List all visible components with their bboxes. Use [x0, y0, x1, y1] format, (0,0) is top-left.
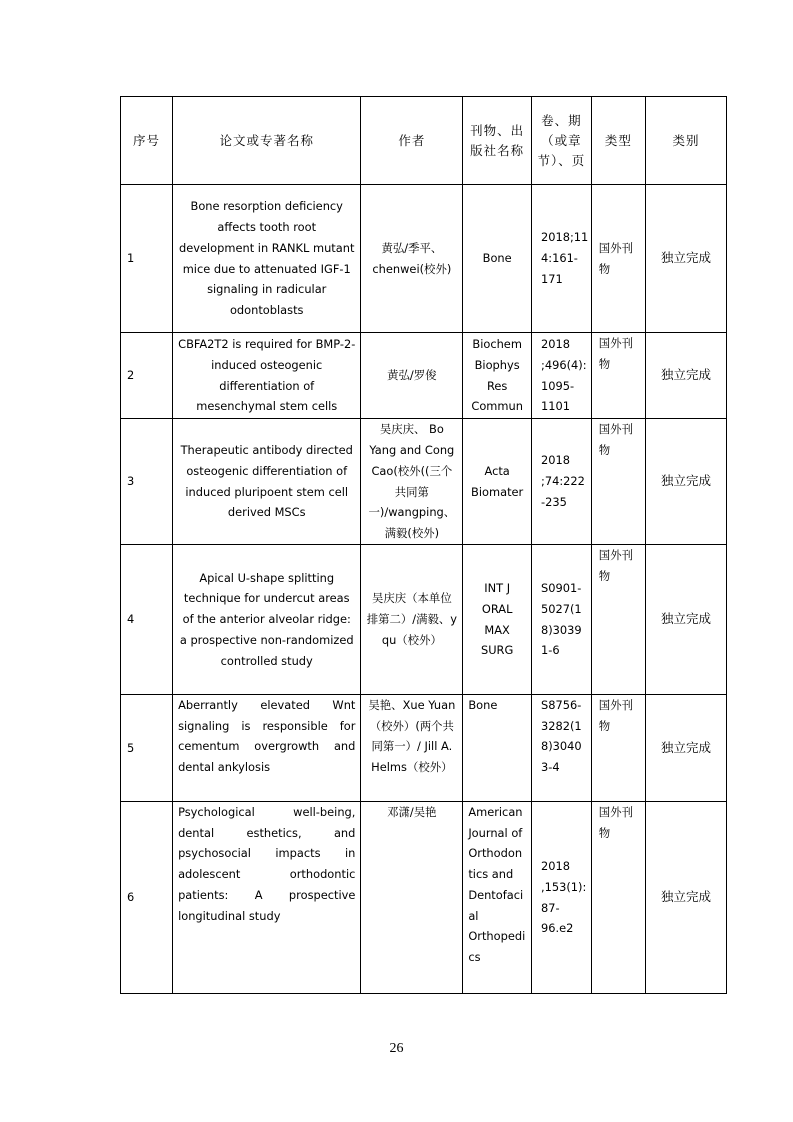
table-row [121, 419, 727, 545]
header-title: 论文或专著名称 [173, 97, 361, 185]
cell-type: 国外刊物 [591, 545, 645, 695]
cell-volume: 2018 ,153(1):87-96.e2 [531, 802, 591, 994]
cell-title: Therapeutic antibody directed osteogenic differentiation of induced pluripoent stem cell derived MSCs [173, 419, 361, 545]
cell-type: 国外刊物 [591, 802, 645, 994]
cell-no: 6 [121, 802, 173, 994]
cell-title: Psychological well-being, dental esthetics, and psychosocial impacts in adolescent orthodontic patients: A prospective longitudinal study [173, 802, 361, 994]
table-row [121, 185, 727, 333]
cell-publication: American Journal of Orthodontics and Dentofacial Orthopedics [463, 802, 532, 994]
cell-volume: S8756-3282(18)30403-4 [531, 695, 591, 802]
publication-table [120, 96, 727, 994]
header-category: 类别 [646, 97, 727, 185]
cell-volume: 2018 ;74:222-235 [531, 419, 591, 545]
cell-type: 国外刊物 [591, 185, 645, 333]
table-row [121, 802, 727, 994]
cell-category: 独立完成 [646, 185, 727, 333]
cell-volume: 2018 ;496(4):1095-1101 [531, 333, 591, 419]
cell-publication: INT J ORAL MAX SURG [463, 545, 532, 695]
table-row [121, 695, 727, 802]
cell-no: 1 [121, 185, 173, 333]
cell-type: 国外刊物 [591, 333, 645, 419]
cell-author: 黄弘/罗俊 [361, 333, 463, 419]
cell-volume: S0901-5027(18)30391-6 [531, 545, 591, 695]
cell-no: 5 [121, 695, 173, 802]
cell-category: 独立完成 [646, 802, 727, 994]
cell-title: Aberrantly elevated Wnt signaling is responsible for cementum overgrowth and dental ankylosis [173, 695, 361, 802]
cell-category: 独立完成 [646, 419, 727, 545]
header-type: 类型 [591, 97, 645, 185]
cell-publication: Biochem Biophys Res Commun [463, 333, 532, 419]
cell-no: 3 [121, 419, 173, 545]
page-number: 26 [389, 1041, 404, 1056]
cell-no: 4 [121, 545, 173, 695]
header-volume: 卷、期（或章节）、页 [531, 97, 591, 185]
cell-type: 国外刊物 [591, 419, 645, 545]
cell-title: CBFA2T2 is required for BMP-2-induced osteogenic differentiation of mesenchymal stem cells [173, 333, 361, 419]
cell-title: Bone resorption deficiency affects tooth root development in RANKL mutant mice due to attenuated IGF-1 signaling in radicular odontoblasts [173, 185, 361, 333]
table-header-row [121, 97, 727, 185]
cell-author: 吴艳、Xue Yuan（校外）(两个共同第一）/ Jill A. Helms（校外） [361, 695, 463, 802]
cell-author: 邓潇/吴艳 [361, 802, 463, 994]
cell-author: 吴庆庆、 Bo Yang and Cong Cao(校外((三个共同第一)/wangping、满毅(校外) [361, 419, 463, 545]
cell-no: 2 [121, 333, 173, 419]
cell-category: 独立完成 [646, 695, 727, 802]
cell-type: 国外刊物 [591, 695, 645, 802]
cell-publication: Bone [463, 695, 532, 802]
table-row [121, 545, 727, 695]
cell-publication: Acta Biomater [463, 419, 532, 545]
cell-title: Apical U-shape splitting technique for undercut areas of the anterior alveolar ridge: a prospective non-randomized controlled study [173, 545, 361, 695]
cell-author: 吴庆庆（本单位排第二）/满毅、y qu（校外） [361, 545, 463, 695]
cell-publication: Bone [463, 185, 532, 333]
table-row [121, 333, 727, 419]
cell-volume: 2018;114:161-171 [531, 185, 591, 333]
header-no: 序号 [121, 97, 173, 185]
header-publication: 刊物、出版社名称 [463, 97, 532, 185]
header-author: 作者 [361, 97, 463, 185]
cell-category: 独立完成 [646, 333, 727, 419]
cell-author: 黄弘/季平、chenwei(校外) [361, 185, 463, 333]
cell-category: 独立完成 [646, 545, 727, 695]
